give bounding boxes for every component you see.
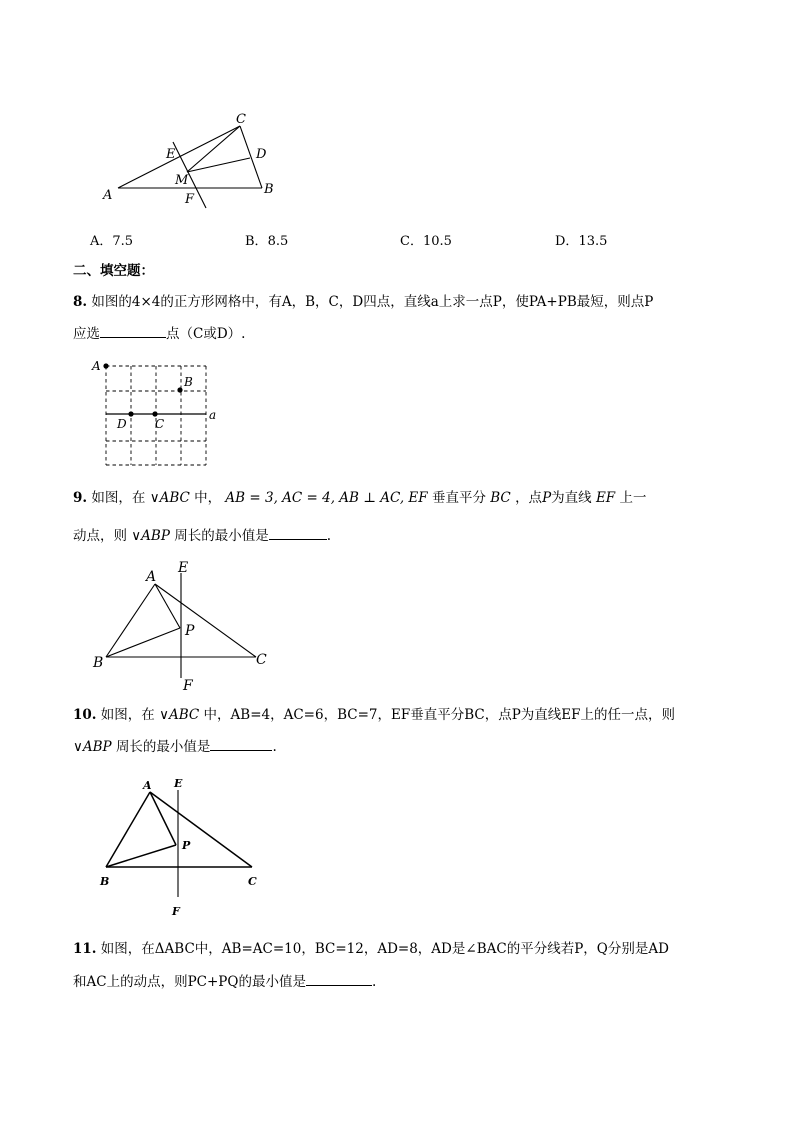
label-C: C [256,652,267,668]
point-C [152,411,157,416]
q11-answer-blank[interactable] [306,972,372,986]
option-c[interactable]: C．10.5 [400,234,452,249]
q8-answer-blank[interactable] [100,324,166,338]
q8-line2: 应选 点（C或D）. [73,326,246,342]
label-E: E [178,560,189,576]
figure-q7 [95,108,285,213]
section-title: 二、填空题： [73,263,154,279]
label-D: D [256,147,267,162]
label-C: C [248,875,257,888]
label-B: B [93,655,104,671]
figure-q9 [88,555,278,695]
label-F: F [185,192,195,207]
label-A: A [92,359,101,373]
label-B: B [184,375,193,389]
point-B [177,387,182,392]
label-B: B [264,182,274,197]
option-b[interactable]: B．8.5 [245,234,289,249]
label-M: M [175,173,189,188]
q9-line2: 动点，则 ∨ABP 周长的最小值是 . [73,528,332,544]
label-B: B [100,875,110,888]
q9-line1: 9. 如图，在 ∨ABC 中， AB = 3, AC = 4, AB ⊥ AC, EF 垂直平分 BC ，点P为直线 EF 上一 [73,490,647,506]
point-A [103,363,108,368]
q10-answer-blank[interactable] [210,737,272,751]
figure-q10 [92,772,267,920]
label-D: D [117,417,127,431]
q8-line1: 8. 如图的4×4的正方形网格中，有A，B，C，D四点，直线a上求一点P，使PA+PB最短，则点P [73,294,654,310]
q9-answer-blank[interactable] [269,526,327,540]
segment-MD [187,158,250,172]
label-a: a [209,408,217,422]
q11-line1: 11. 如图，在ΔABC中，AB=AC=10，BC=12，AD=8，AD是∠BAC的平分线若P，Q分别是AD [73,941,669,957]
label-C: C [236,112,246,127]
figure-q8-grid [88,355,223,470]
q11-line2: 和AC上的动点，则PC+PQ的最小值是 . [73,974,377,990]
q10-line1: 10. 如图，在 ∨ABC 中，AB=4，AC=6，BC=7，EF垂直平分BC，点P为直线EF上的任一点，则 [73,707,676,723]
label-E: E [174,777,183,790]
label-F: F [172,905,180,918]
label-A: A [146,569,157,585]
label-P: P [185,623,195,639]
label-F: F [183,678,193,694]
option-a[interactable]: A．7.5 [90,234,134,249]
label-C: C [155,417,165,431]
label-E: E [166,147,176,162]
q10-line2: ∨ABP 周长的最小值是 . [73,739,277,755]
point-D [128,411,133,416]
option-d[interactable]: D．13.5 [555,234,608,249]
label-A: A [143,779,152,792]
label-P: P [182,839,191,852]
label-A: A [103,188,113,203]
